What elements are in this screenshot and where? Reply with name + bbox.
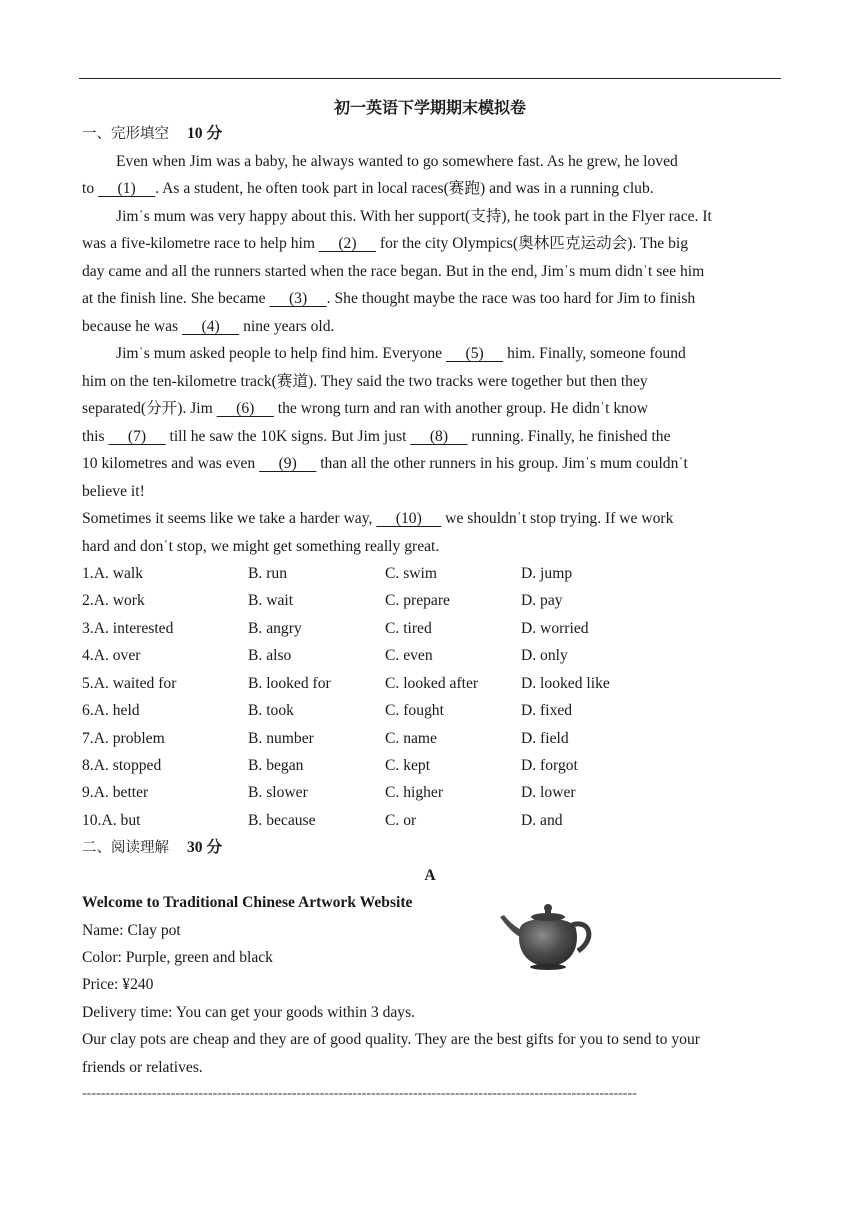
passage-line: Jimˈs mum was very happy about this. With her support(支持), he took part in the Flyer race. It bbox=[116, 208, 712, 225]
passage-text: him. Finally, someone found bbox=[503, 345, 686, 362]
option-d: D. field bbox=[521, 730, 569, 747]
passage-line bbox=[82, 317, 334, 337]
passage-line bbox=[82, 179, 654, 199]
delivery-time: Delivery time: You can get your goods within 3 days. bbox=[82, 1004, 416, 1021]
passage-line bbox=[82, 399, 648, 419]
passage-line: hard and donˈt stop, we might get something really great. bbox=[82, 538, 440, 555]
passage-text: to bbox=[82, 180, 99, 197]
option-c: C. prepare bbox=[385, 592, 450, 609]
passage-text: . As a student, he often took part in local races(赛跑) and was in a running club. bbox=[155, 180, 654, 197]
section-one-heading bbox=[82, 124, 222, 144]
part-a-letter: A bbox=[424, 867, 436, 884]
option-b: B. began bbox=[248, 757, 304, 774]
option-c: C. tired bbox=[385, 620, 432, 637]
passage-text: because he was bbox=[82, 318, 183, 335]
option-b: B. because bbox=[248, 812, 316, 829]
page-title: 初一英语下学期期末模拟卷 bbox=[333, 98, 526, 117]
option-a: 9.A. better bbox=[82, 784, 149, 801]
option-b: B. also bbox=[248, 647, 292, 664]
passage-text: separated(分开). Jim bbox=[82, 400, 217, 417]
blank-3: (3) bbox=[269, 290, 327, 307]
option-a: 2.A. work bbox=[82, 592, 145, 609]
product-name: Name: Clay pot bbox=[82, 922, 181, 939]
section-divider: ----------------------------------------------------------------------------------------------------------------------- bbox=[82, 1086, 637, 1101]
option-c: C. kept bbox=[385, 757, 431, 774]
option-b: B. number bbox=[248, 730, 314, 747]
option-c: C. swim bbox=[385, 565, 437, 582]
option-c: C. or bbox=[385, 812, 417, 829]
product-color: Color: Purple, green and black bbox=[82, 949, 273, 966]
header-rule bbox=[79, 78, 781, 79]
option-a: 6.A. held bbox=[82, 702, 140, 719]
passage-text: was a five-kilometre race to help him bbox=[82, 235, 319, 252]
option-d: D. fixed bbox=[521, 702, 573, 719]
product-description: friends or relatives. bbox=[82, 1059, 203, 1076]
passage-text: till he saw the 10K signs. But Jim just bbox=[165, 428, 411, 445]
option-c: C. looked after bbox=[385, 675, 479, 692]
option-a: 4.A. over bbox=[82, 647, 141, 664]
option-c: C. higher bbox=[385, 784, 444, 801]
option-b: B. wait bbox=[248, 592, 294, 609]
option-c: C. name bbox=[385, 730, 437, 747]
blank-5: (5) bbox=[446, 345, 504, 362]
option-d: D. looked like bbox=[521, 675, 610, 692]
passage-text: at the finish line. She became bbox=[82, 290, 270, 307]
passage-text: running. Finally, he finished the bbox=[467, 428, 671, 445]
passage-line bbox=[82, 509, 673, 529]
option-d: D. forgot bbox=[521, 757, 578, 774]
ad-heading: Welcome to Traditional Chinese Artwork Website bbox=[82, 894, 413, 911]
passage-text: this bbox=[82, 428, 109, 445]
option-d: D. only bbox=[521, 647, 568, 664]
option-d: D. jump bbox=[521, 565, 573, 582]
option-d: D. lower bbox=[521, 784, 576, 801]
option-a: 1.A. walk bbox=[82, 565, 144, 582]
option-b: B. took bbox=[248, 702, 294, 719]
passage-text: the wrong turn and ran with another group. He didnˈt know bbox=[273, 400, 649, 417]
blank-4: (4) bbox=[182, 318, 240, 335]
option-c: C. fought bbox=[385, 702, 444, 719]
blank-6: (6) bbox=[216, 400, 274, 417]
blank-9: (9) bbox=[259, 455, 317, 472]
passage-text: than all the other runners in his group. Jimˈs mum couldnˈt bbox=[316, 455, 688, 472]
section-one-points: 10 分 bbox=[187, 125, 223, 142]
passage-line: Even when Jim was a baby, he always wanted to go somewhere fast. As he grew, he loved bbox=[116, 153, 678, 170]
option-a: 8.A. stopped bbox=[82, 757, 162, 774]
section-one-title: 一、完形填空 bbox=[82, 126, 169, 142]
section-two-title: 二、阅读理解 bbox=[82, 840, 169, 856]
option-a: 10.A. but bbox=[82, 812, 141, 829]
passage-line bbox=[82, 234, 688, 254]
passage-text: nine years old. bbox=[239, 318, 335, 335]
option-a: 3.A. interested bbox=[82, 620, 174, 637]
section-two-points: 30 分 bbox=[187, 839, 223, 856]
option-a: 7.A. problem bbox=[82, 730, 165, 747]
blank-7: (7) bbox=[108, 428, 166, 445]
passage-text: . She thought maybe the race was too hard for Jim to finish bbox=[326, 290, 696, 307]
passage-line: him on the ten-kilometre track(赛道). They said the two tracks were together but then they bbox=[82, 373, 648, 390]
passage-line bbox=[82, 427, 671, 447]
clay-teapot-image bbox=[498, 895, 596, 973]
passage-text: 10 kilometres and was even bbox=[82, 455, 260, 472]
product-price: Price: ¥240 bbox=[82, 976, 154, 993]
option-b: B. looked for bbox=[248, 675, 331, 692]
option-c: C. even bbox=[385, 647, 433, 664]
option-a: 5.A. waited for bbox=[82, 675, 177, 692]
option-d: D. and bbox=[521, 812, 563, 829]
passage-text: Jimˈs mum asked people to help find him. Everyone bbox=[116, 345, 447, 362]
passage-text: for the city Olympics(奥林匹克运动会). The big bbox=[376, 235, 689, 252]
passage-line: believe it! bbox=[82, 483, 145, 500]
blank-1: (1) bbox=[98, 180, 156, 197]
blank-8: (8) bbox=[410, 428, 468, 445]
blank-10: (10) bbox=[376, 510, 442, 527]
product-description: Our clay pots are cheap and they are of good quality. They are the best gifts for you to send to your bbox=[82, 1031, 700, 1048]
passage-line bbox=[82, 289, 695, 309]
option-b: B. slower bbox=[248, 784, 308, 801]
passage-line bbox=[82, 454, 688, 474]
option-d: D. pay bbox=[521, 592, 563, 609]
passage-line bbox=[116, 344, 686, 364]
passage-text: we shouldnˈt stop trying. If we work bbox=[441, 510, 674, 527]
blank-2: (2) bbox=[318, 235, 377, 252]
passage-line: day came and all the runners started when the race began. But in the end, Jimˈs mum didnˈt see him bbox=[82, 263, 705, 280]
section-two-heading bbox=[82, 838, 222, 858]
option-b: B. run bbox=[248, 565, 287, 582]
option-b: B. angry bbox=[248, 620, 302, 637]
passage-text: Sometimes it seems like we take a harder way, bbox=[82, 510, 377, 527]
option-d: D. worried bbox=[521, 620, 589, 637]
